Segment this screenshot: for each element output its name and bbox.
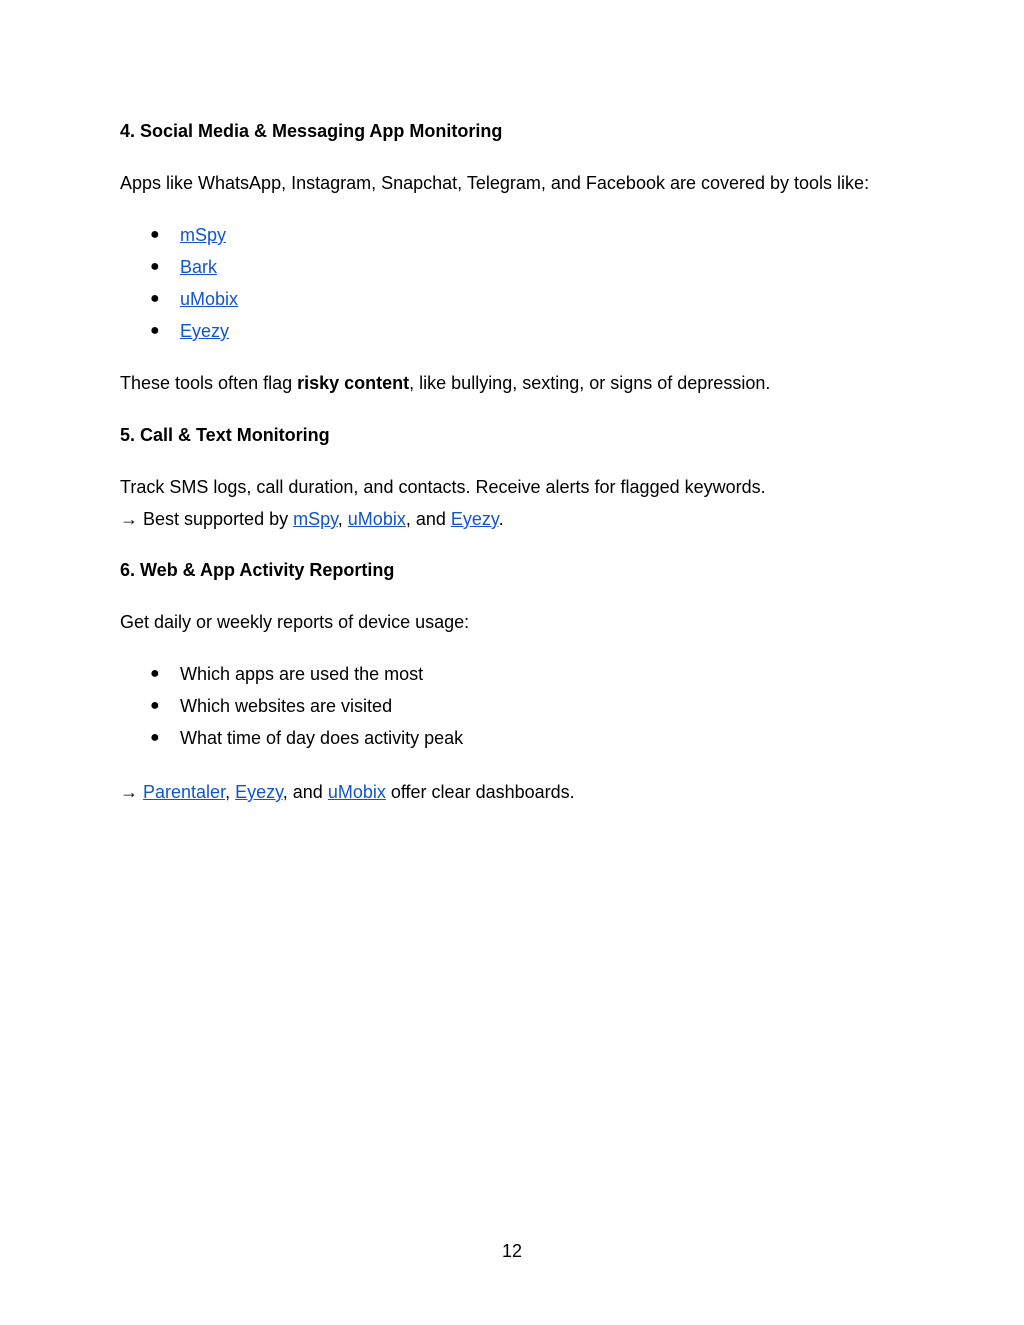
note-prefix: These tools often flag [120, 373, 298, 393]
support-link-umobix[interactable]: uMobix [347, 509, 406, 529]
dash-sep: , and [282, 782, 328, 802]
tool-link-umobix[interactable]: uMobix [180, 289, 239, 309]
bullet-icon: ● [150, 322, 160, 339]
bullet-icon: ● [150, 665, 160, 682]
section-6-intro: Get daily or weekly reports of device usage: [120, 612, 470, 632]
dash-link-eyezy[interactable]: Eyezy [235, 782, 283, 802]
dash-link-parentaler[interactable]: Parentaler [143, 782, 226, 802]
list-item-text: What time of day does activity peak [180, 728, 464, 748]
page-number: 12 [501, 1241, 523, 1261]
support-link-eyezy[interactable]: Eyezy [450, 509, 499, 529]
support-suffix: . [498, 509, 504, 529]
dash-prefix: → [120, 782, 144, 802]
tool-link-eyezy[interactable]: Eyezy [180, 321, 230, 341]
dash-link-umobix[interactable]: uMobix [327, 782, 386, 802]
bullet-icon: ● [150, 697, 160, 714]
section-6-dashboards [120, 781, 575, 803]
bullet-icon: ● [150, 290, 160, 307]
dash-sep: , [225, 782, 236, 802]
support-prefix: → Best supported by [120, 509, 294, 529]
section-5-heading: 5. Call & Text Monitoring [120, 425, 330, 445]
section-4-heading: 4. Social Media & Messaging App Monitoring [120, 121, 503, 141]
bullet-icon: ● [150, 226, 160, 243]
list-item-text: Which apps are used the most [180, 664, 424, 684]
section-5-body: Track SMS logs, call duration, and contacts. Receive alerts for flagged keywords. [120, 477, 766, 497]
list-item-text: Which websites are visited [180, 696, 393, 716]
section-6-heading: 6. Web & App Activity Reporting [120, 560, 395, 580]
support-sep: , [337, 509, 348, 529]
section-4-intro: Apps like WhatsApp, Instagram, Snapchat, Telegram, and Facebook are covered by tools like: [120, 173, 870, 193]
note-bold: risky content [297, 373, 410, 393]
dash-suffix: offer clear dashboards. [385, 782, 575, 802]
bullet-icon: ● [150, 258, 160, 275]
note-suffix: , like bullying, sexting, or signs of depression. [409, 373, 771, 393]
section-5-support [120, 508, 504, 530]
support-sep: , and [405, 509, 451, 529]
tool-link-mspy[interactable]: mSpy [180, 225, 227, 245]
section-4-note [120, 372, 770, 394]
support-link-mspy[interactable]: mSpy [293, 509, 338, 529]
tool-link-bark[interactable]: Bark [180, 257, 218, 277]
bullet-icon: ● [150, 729, 160, 746]
